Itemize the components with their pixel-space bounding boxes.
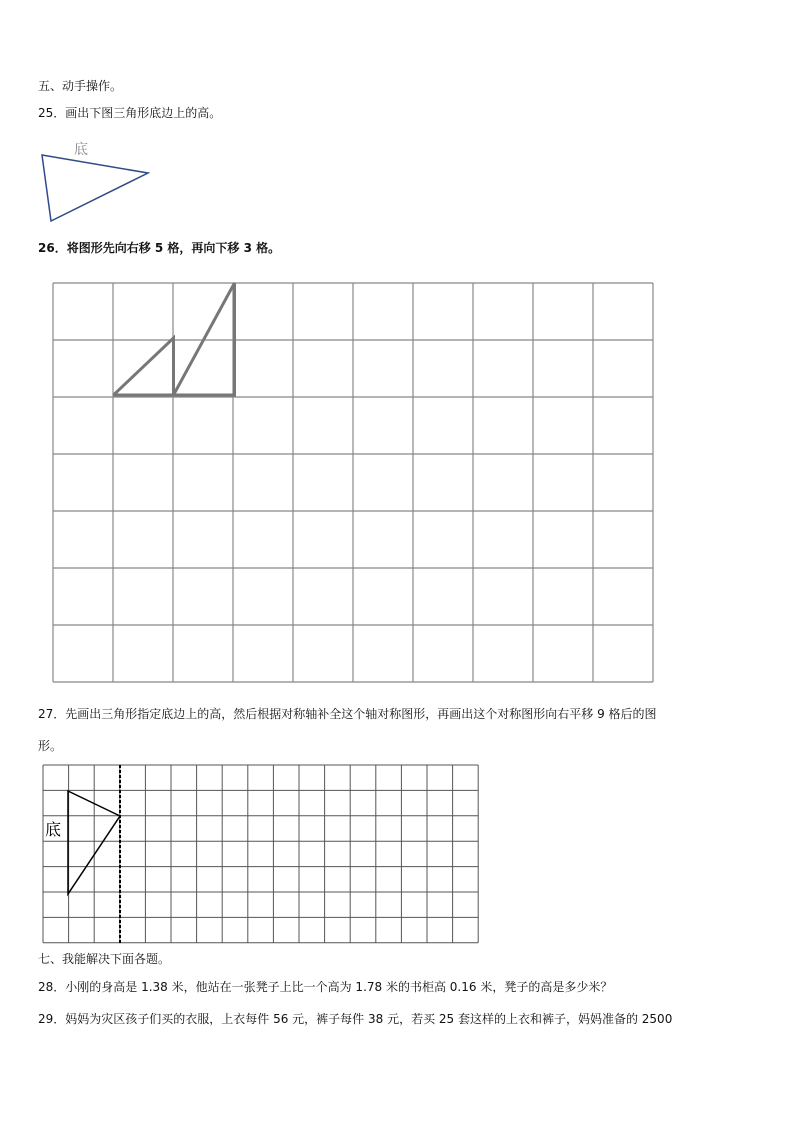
section-7-heading: 七、我能解决下面各题。: [38, 952, 171, 966]
question-25-base-label: 底: [74, 142, 88, 158]
question-25-triangle: [42, 155, 148, 221]
question-25-text: 25．画出下图三角形底边上的高。: [38, 106, 222, 120]
question-26-shape: [114, 283, 235, 395]
question-26-text: 26．将图形先向右移 5 格，再向下移 3 格。: [38, 241, 281, 255]
question-28-text: 28．小刚的身高是 1.38 米，他站在一张凳子上比一个高为 1.78 米的书柜高 0.16 米，凳子的高是多少米？: [38, 980, 613, 994]
question-25-triangle-figure: [38, 138, 158, 228]
question-27-text-line2: 形。: [38, 739, 63, 753]
question-26-grid: [48, 278, 658, 688]
question-26-grid-lines: [53, 283, 653, 682]
question-27-text-line1: 27．先画出三角形指定底边上的高，然后根据对称轴补全这个轴对称图形，再画出这个对称图形向右平移 9 格后的图: [38, 707, 657, 721]
question-27-base-label: 底: [45, 820, 62, 839]
question-29-text: 29．妈妈为灾区孩子们买的衣服，上衣每件 56 元，裤子每件 38 元，若买 25 套这样的上衣和裤子，妈妈准备的 2500: [38, 1012, 673, 1026]
section-5-heading: 五、动手操作。: [38, 79, 123, 93]
question-27-grid-lines: [43, 765, 478, 943]
question-27-grid: [42, 764, 482, 946]
